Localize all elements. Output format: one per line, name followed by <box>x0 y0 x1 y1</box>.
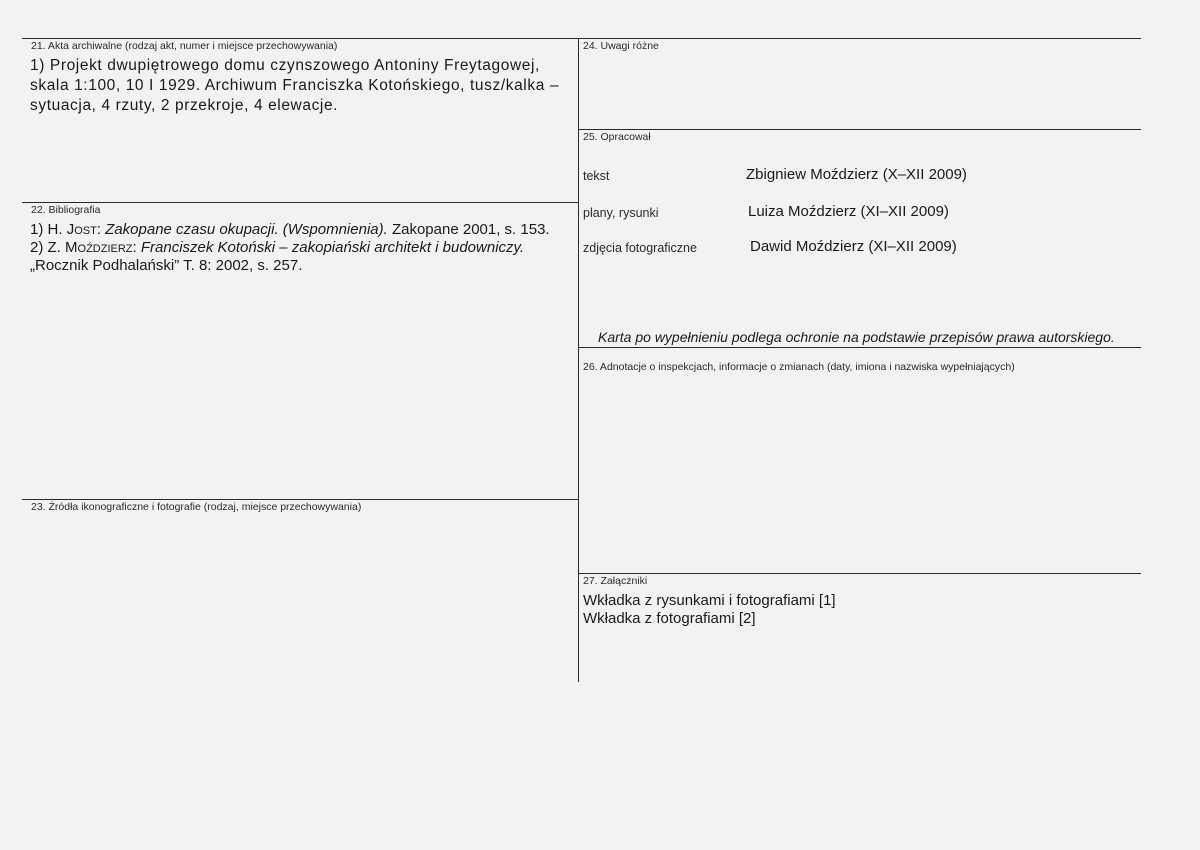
top-rule-right <box>578 38 1141 39</box>
bib-2-num: 2) Z. <box>30 239 66 256</box>
section-21-text: 1) Projekt dwupiętrowego domu czynszowego Antoniny Freytagowej, skala 1:100, 10 I 1929. Archiwum Franciszka Kotońskiego, tusz/kalka – sytuacja, 4 rzuty, 2 przekroje, 4 elewacje. <box>30 57 560 114</box>
top-rule-left <box>22 38 578 39</box>
bibliography-entry-1 <box>30 221 570 239</box>
section-25-label: 25. Opracował <box>583 131 651 143</box>
bibliography-entry-2 <box>30 239 570 275</box>
bib-1-rest: Zakopane 2001, s. 153. <box>387 221 550 238</box>
author-name-plans: Luiza Moździerz (XI–XII 2009) <box>748 203 949 220</box>
section-22-label: 22. Bibliografia <box>31 204 101 216</box>
bib-1-sep: : <box>96 221 106 238</box>
attachment-item-1: Wkładka z rysunkami i fotografiami [1] <box>583 592 836 609</box>
bib-1-author: Jost <box>66 221 97 238</box>
author-name-text: Zbigniew Moździerz (X–XII 2009) <box>746 166 967 183</box>
section-23-label: 23. Źródła ikonograficzne i fotografie (rodzaj, miejsce przechowywania) <box>31 501 362 513</box>
section-24-label: 24. Uwagi różne <box>583 40 659 52</box>
author-name-photos: Dawid Moździerz (XI–XII 2009) <box>750 238 957 255</box>
rule-22 <box>22 202 578 203</box>
author-role-plans: plany, rysunki <box>583 206 659 220</box>
bib-2-author: Moździerz <box>65 239 133 256</box>
bib-1-num: 1) H. <box>30 221 67 238</box>
bib-2-sep: : <box>132 239 141 256</box>
section-21-label: 21. Akta archiwalne (rodzaj akt, numer i miejsce przechowywania) <box>31 40 338 52</box>
bib-2-rest: „Rocznik Podhalański” T. 8: 2002, s. 257. <box>30 257 303 274</box>
section-27-label: 27. Załączniki <box>583 575 648 587</box>
bib-1-title: Zakopane czasu okupacji. (Wspomnienia). <box>105 221 388 238</box>
rule-23 <box>22 499 578 500</box>
rule-25 <box>578 129 1141 130</box>
rule-26 <box>578 347 1141 348</box>
column-divider <box>578 38 579 682</box>
bibliography-list <box>30 221 570 275</box>
section-26-label: 26. Adnotacje o inspekcjach, informacje o zmianach (daty, imiona i nazwiska wypełniających) <box>583 361 1015 373</box>
rule-27 <box>578 573 1141 574</box>
author-role-text: tekst <box>583 169 610 183</box>
bib-2-title: Franciszek Kotoński – zakopiański architekt i budowniczy. <box>140 239 525 256</box>
attachment-item-2: Wkładka z fotografiami [2] <box>583 610 756 627</box>
copyright-note: Karta po wypełnieniu podlega ochronie na podstawie przepisów prawa autorskiego. <box>598 329 1115 345</box>
author-role-photos: zdjęcia fotograficzne <box>583 241 697 255</box>
